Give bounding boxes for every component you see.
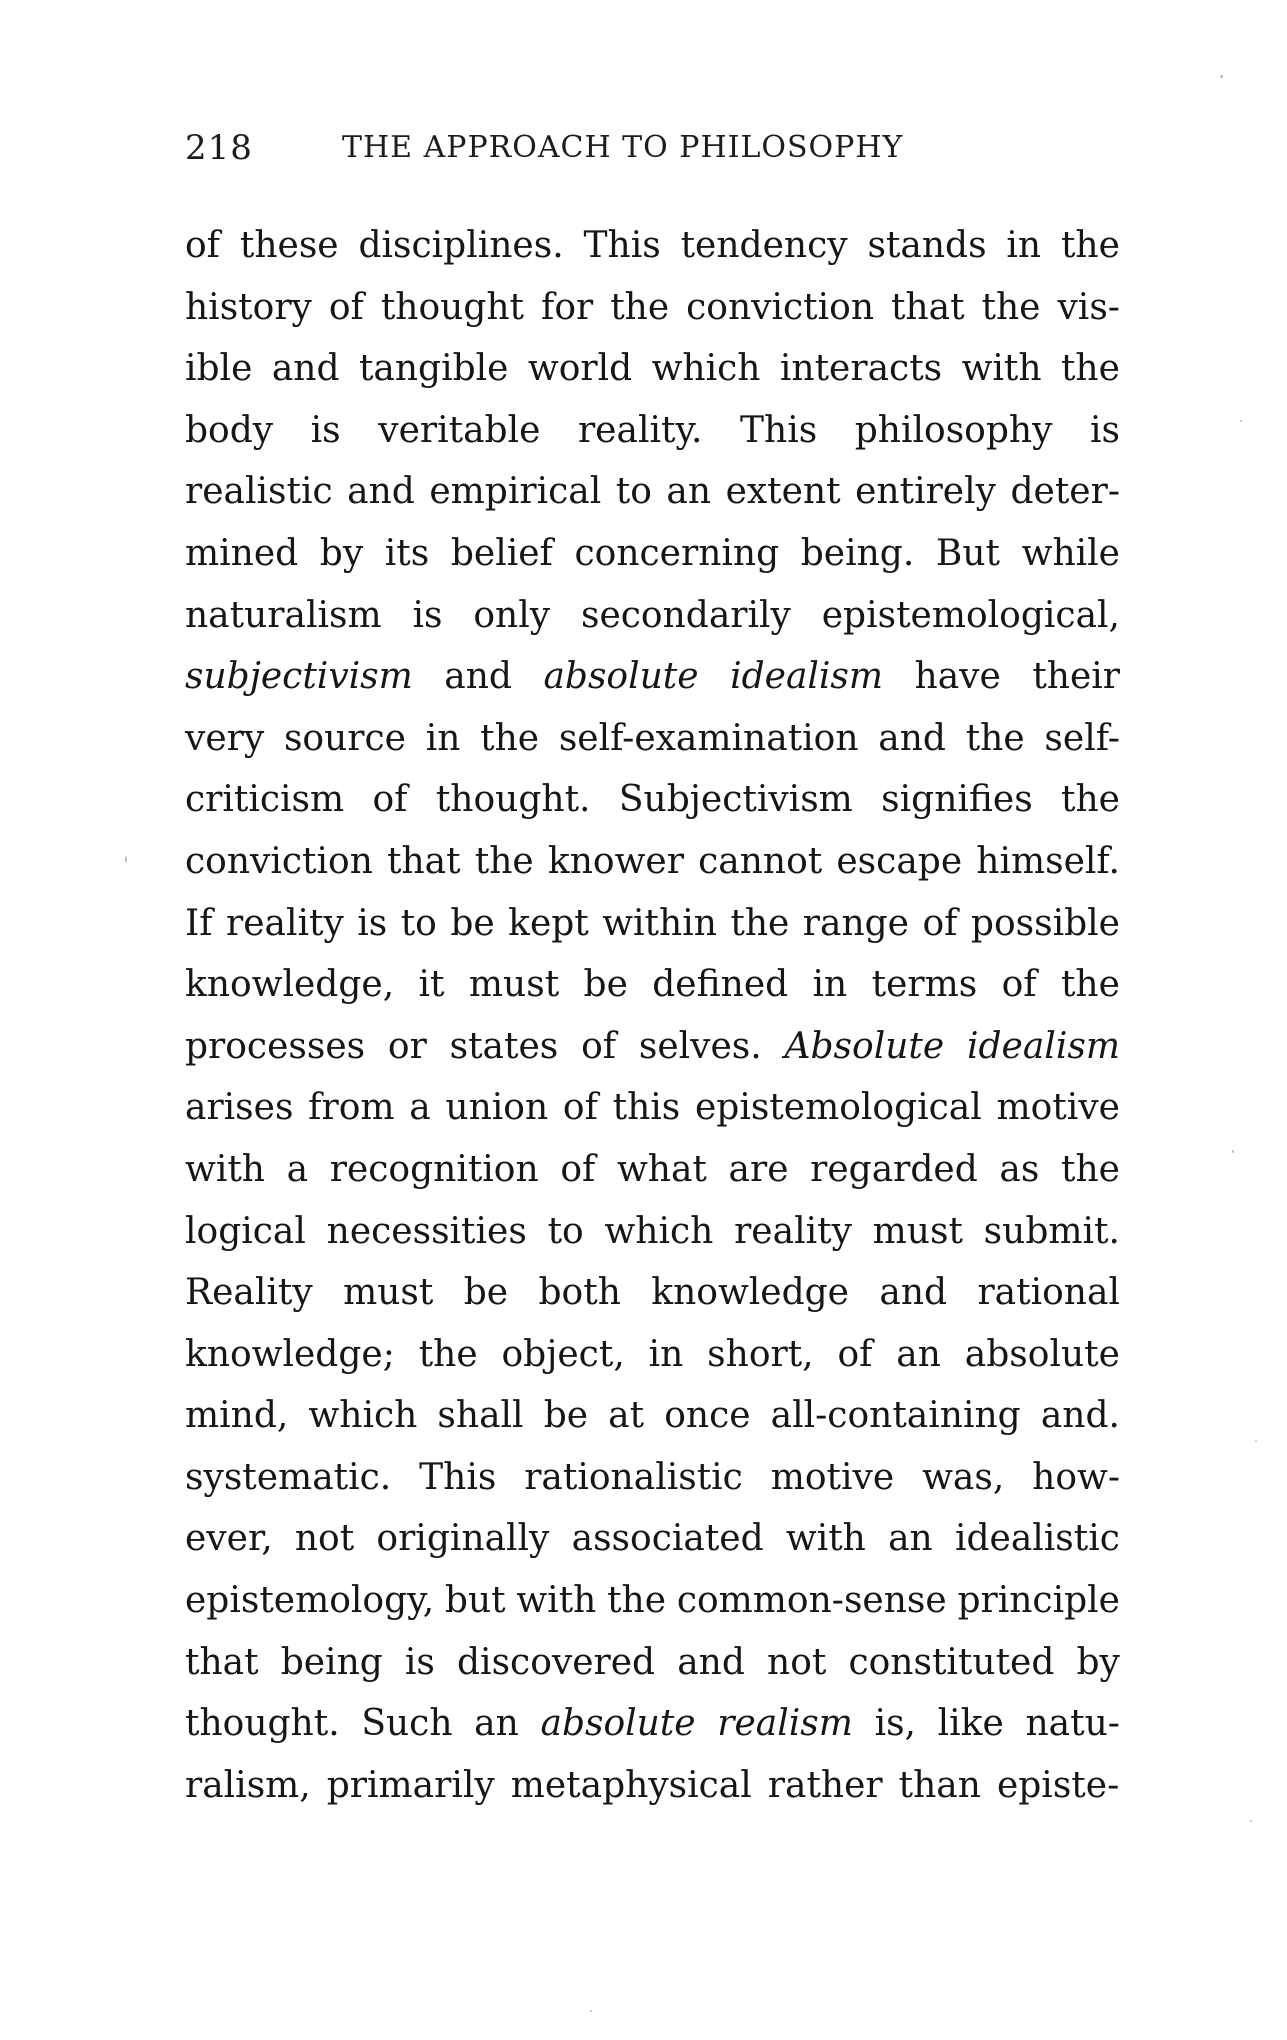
word: of (560, 1148, 596, 1190)
word: associated (571, 1518, 764, 1560)
word: is, (874, 1703, 916, 1745)
text-line (185, 646, 1120, 708)
word: it (418, 964, 445, 1006)
word: this (612, 1087, 681, 1129)
word: must (468, 964, 560, 1006)
scan-speck (1232, 1150, 1234, 1153)
word: that (387, 840, 461, 882)
word: the (730, 902, 790, 944)
word: is (404, 1641, 435, 1683)
word: and (878, 717, 946, 759)
word: concerning (574, 532, 780, 574)
word: are (728, 1148, 789, 1190)
word: tendency (680, 225, 848, 266)
word: is (1089, 409, 1120, 451)
word: This (740, 409, 818, 451)
word: the (1060, 225, 1120, 266)
word: of (372, 779, 408, 821)
word: thought. (185, 1703, 340, 1745)
word: absolute (964, 1333, 1120, 1375)
text-line (185, 1385, 1120, 1447)
word: defined (652, 964, 789, 1006)
word: thought. (435, 779, 591, 821)
word: ralism, (185, 1764, 311, 1806)
word: logical (185, 1210, 306, 1252)
word: metaphysical (510, 1764, 752, 1806)
word: vis- (1057, 286, 1120, 328)
text-line (185, 1632, 1120, 1694)
word: escape (836, 840, 963, 882)
word: common-sense (676, 1580, 947, 1622)
word: was, (922, 1456, 1005, 1498)
word: an (896, 1333, 941, 1375)
word: naturalism (185, 594, 382, 636)
text-line (185, 400, 1120, 462)
word: kept (508, 902, 589, 944)
word: by (319, 532, 364, 574)
word: tangible (358, 348, 509, 390)
text-line (185, 1262, 1120, 1324)
word: being. (800, 532, 915, 574)
scan-speck (1250, 1820, 1252, 1822)
page-number: 218 (185, 128, 253, 168)
word: their (1032, 656, 1120, 698)
word: absolute (540, 1703, 696, 1745)
word: not (767, 1641, 827, 1683)
word: rather (767, 1764, 883, 1806)
word: empirical (429, 471, 602, 513)
word: be (583, 964, 628, 1006)
word: epistemology, (185, 1580, 435, 1622)
word: criticism (185, 779, 345, 821)
word: the (965, 717, 1025, 759)
word: himself. (976, 840, 1120, 882)
word: reality (226, 902, 344, 944)
scan-speck (1240, 420, 1242, 422)
text-line (185, 461, 1120, 523)
word: episte- (996, 1764, 1120, 1806)
word: the (480, 717, 540, 759)
word: which (604, 1210, 714, 1252)
word: in (1006, 225, 1042, 266)
word: an (666, 471, 712, 513)
word: recognition (329, 1148, 539, 1190)
word: extent (725, 471, 841, 513)
word: what (616, 1148, 707, 1190)
word: with (961, 348, 1042, 390)
word: is (412, 594, 443, 636)
word: belief (450, 532, 553, 574)
word: within (602, 902, 717, 944)
running-title: THE APPROACH TO PHILOSOPHY (342, 130, 904, 165)
word: history (185, 286, 312, 328)
word: idealistic (954, 1518, 1120, 1560)
scan-speck (1255, 1440, 1257, 1442)
word: world (527, 348, 633, 390)
word: a (409, 1087, 431, 1129)
word: entirely (855, 471, 996, 513)
word: like (937, 1703, 1004, 1745)
word: to (615, 471, 652, 513)
word: in (648, 1333, 684, 1375)
word: realistic (185, 471, 333, 513)
word: self-examination (558, 717, 859, 759)
word: processes (185, 1025, 366, 1067)
word: constituted (848, 1641, 1055, 1683)
text-line (185, 1755, 1120, 1817)
word: knowledge (651, 1272, 849, 1314)
word: Absolute (784, 1025, 945, 1067)
word: for (541, 286, 594, 328)
word: originally (376, 1518, 550, 1560)
word: both (538, 1272, 621, 1314)
word: and (677, 1641, 745, 1683)
text-line (185, 1077, 1120, 1139)
word: the (607, 1580, 667, 1622)
word: and (271, 348, 340, 390)
word: shall (437, 1395, 524, 1437)
word: necessities (326, 1210, 527, 1252)
word: selves. (638, 1025, 762, 1067)
word: and. (1040, 1395, 1120, 1437)
text-line (185, 1447, 1120, 1509)
word: ever, (185, 1518, 273, 1560)
word: motive (770, 1456, 895, 1498)
word: epistemological, (821, 594, 1120, 636)
text-line (185, 1693, 1120, 1755)
word: primarily (326, 1764, 495, 1806)
running-head (185, 128, 985, 178)
word: secondarily (580, 594, 791, 636)
text-line (185, 1016, 1120, 1078)
word: is (357, 902, 388, 944)
word: knowledge; (185, 1333, 395, 1375)
word: This (419, 1456, 497, 1498)
word: Reality (185, 1272, 313, 1314)
word: possible (970, 902, 1120, 944)
word: not (294, 1518, 355, 1560)
word: that (185, 1641, 259, 1683)
word: and (347, 471, 415, 513)
word: of (562, 1087, 598, 1129)
word: to (547, 1210, 584, 1252)
word: realism (717, 1703, 853, 1745)
word: must (872, 1210, 963, 1252)
word: be (463, 1272, 509, 1314)
word: disciplines. (358, 225, 564, 266)
word: arises (185, 1087, 294, 1129)
text-line (185, 338, 1120, 400)
word: than (898, 1764, 981, 1806)
scan-speck (125, 856, 127, 863)
word: the (981, 286, 1041, 328)
word: range (802, 902, 909, 944)
word: self- (1044, 717, 1120, 759)
word: of (581, 1025, 617, 1067)
word: its (384, 532, 430, 574)
text-line (185, 523, 1120, 585)
word: regarded (810, 1148, 978, 1190)
word: veritable (378, 409, 541, 451)
word: thought (380, 286, 525, 328)
word: is (310, 409, 341, 451)
word: conviction (686, 286, 874, 328)
word: while (1021, 532, 1120, 574)
word: motive (996, 1087, 1120, 1129)
text-line (185, 954, 1120, 1016)
word: cannot (698, 840, 823, 882)
word: union (445, 1087, 549, 1129)
body-text (185, 215, 1120, 1816)
word: but (444, 1580, 506, 1622)
word: by (1076, 1641, 1120, 1683)
text-line (185, 215, 1120, 277)
word: Subjectivism (618, 779, 853, 821)
word: the (1061, 1148, 1120, 1190)
word: which (651, 348, 761, 390)
word: submit. (983, 1210, 1120, 1252)
word: of (185, 225, 220, 266)
word: This (583, 225, 661, 266)
word: rational (977, 1272, 1120, 1314)
word: natu- (1025, 1703, 1120, 1745)
text-line (185, 1324, 1120, 1386)
word: absolute (543, 656, 699, 698)
word: conviction (185, 840, 373, 882)
word: as (999, 1148, 1040, 1190)
word: all-containing (770, 1395, 1021, 1437)
word: the (418, 1333, 478, 1375)
word: have (914, 656, 1001, 698)
text-line (185, 1201, 1120, 1263)
word: states (449, 1025, 559, 1067)
word: which (308, 1395, 418, 1437)
scan-speck (1220, 75, 1223, 78)
word: deter- (1010, 471, 1120, 513)
word: be (543, 1395, 589, 1437)
scan-speck (590, 2010, 592, 2012)
word: of (922, 902, 958, 944)
word: that (890, 286, 965, 328)
text-line (185, 277, 1120, 339)
word: these (239, 225, 339, 266)
word: the (474, 840, 534, 882)
word: of (837, 1333, 873, 1375)
word: discovered (457, 1641, 656, 1683)
word: reality (734, 1210, 852, 1252)
word: short, (707, 1333, 814, 1375)
word: the (1061, 779, 1120, 821)
text-line (185, 769, 1120, 831)
word: an (888, 1518, 933, 1560)
word: knower (547, 840, 684, 882)
word: principle (957, 1580, 1120, 1622)
word: systematic. (185, 1456, 392, 1498)
text-line (185, 585, 1120, 647)
word: in (425, 717, 461, 759)
word: must (343, 1272, 434, 1314)
word: ible (185, 348, 253, 390)
text-line (185, 708, 1120, 770)
word: very (185, 717, 265, 759)
word: If (185, 902, 213, 944)
word: how- (1032, 1456, 1120, 1498)
word: or (387, 1025, 427, 1067)
word: be (450, 902, 495, 944)
word: a (286, 1148, 309, 1190)
word: mined (185, 532, 299, 574)
word: and (879, 1272, 948, 1314)
word: idealism (966, 1025, 1120, 1067)
word: body (185, 409, 274, 451)
word: only (473, 594, 551, 636)
word: an (474, 1703, 519, 1745)
text-line (185, 1508, 1120, 1570)
word: knowledge, (185, 964, 395, 1006)
text-line (185, 1139, 1120, 1201)
word: the (1060, 964, 1120, 1006)
word: idealism (730, 656, 884, 698)
word: mind, (185, 1395, 289, 1437)
word: the (610, 286, 670, 328)
word: subjectivism (185, 656, 413, 698)
word: from (308, 1087, 395, 1129)
word: of (328, 286, 364, 328)
word: Such (361, 1703, 453, 1745)
word: terms (871, 964, 978, 1006)
word: rationalistic (524, 1456, 743, 1498)
text-line (185, 831, 1120, 893)
word: the (1060, 348, 1120, 390)
word: interacts (779, 348, 943, 390)
word: stands (867, 225, 987, 266)
word: and (444, 656, 512, 698)
word: epistemological (694, 1087, 982, 1129)
word: reality. (577, 409, 703, 451)
word: to (400, 902, 437, 944)
word: once (664, 1395, 751, 1437)
word: in (812, 964, 848, 1006)
word: being (280, 1641, 383, 1683)
word: with (516, 1580, 597, 1622)
word: with (785, 1518, 866, 1560)
word: at (608, 1395, 645, 1437)
word: signifies (881, 779, 1033, 821)
text-line (185, 893, 1120, 955)
word: of (1001, 964, 1037, 1006)
text-line (185, 1570, 1120, 1632)
word: But (935, 532, 1001, 574)
word: philosophy (854, 409, 1053, 451)
word: source (283, 717, 406, 759)
word: with (185, 1148, 265, 1190)
word: object, (501, 1333, 625, 1375)
